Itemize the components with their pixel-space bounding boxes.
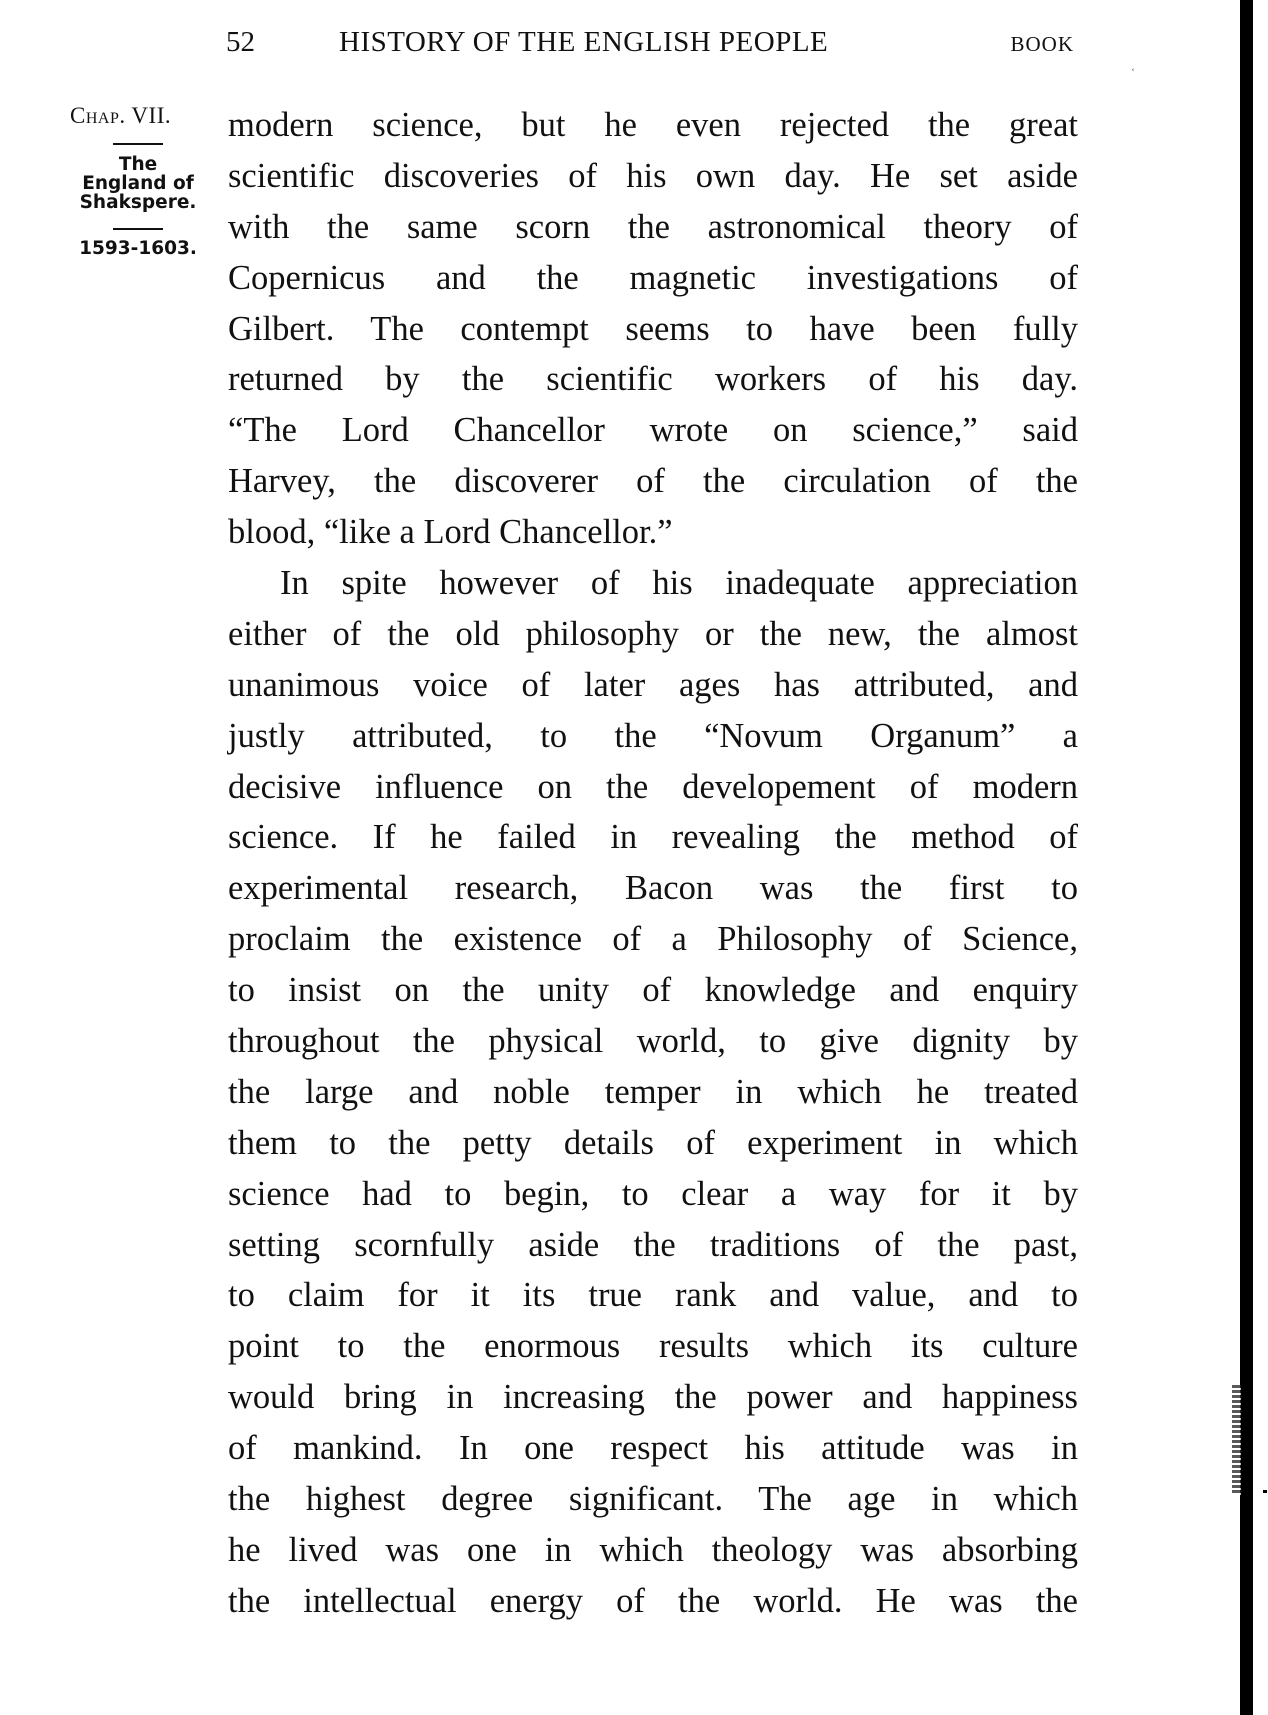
running-head bbox=[226, 26, 1078, 60]
text-line: the large and noble temper in which he treated bbox=[228, 1072, 1078, 1111]
text-line: justly attributed, to the “Novum Organum” a bbox=[228, 716, 1078, 755]
book-label: BOOK bbox=[1010, 32, 1074, 56]
chapter-label: Chap. VII. bbox=[70, 103, 172, 128]
scan-binding-edge bbox=[1240, 0, 1253, 1715]
text-line: science had to begin, to clear a way for it by bbox=[228, 1174, 1078, 1213]
text-line: point to the enormous results which its culture bbox=[228, 1327, 1078, 1366]
text-line: to claim for it its true rank and value, and to bbox=[228, 1276, 1078, 1315]
text-line: scientific discoveries of his own day. He set aside bbox=[228, 156, 1078, 195]
paragraph-start-line: In spite however of his inadequate appreciation bbox=[280, 564, 1078, 603]
scan-speck bbox=[1263, 1490, 1267, 1493]
text-line: them to the petty details of experiment in which bbox=[228, 1123, 1078, 1162]
text-line: “The Lord Chancellor wrote on science,” said bbox=[228, 411, 1078, 450]
text-line: setting scornfully aside the traditions of the past, bbox=[228, 1225, 1078, 1264]
text-line: blood, “like a Lord Chancellor.” bbox=[228, 513, 673, 552]
margin-notes bbox=[68, 104, 208, 259]
text-line: with the same scorn the astronomical theory of bbox=[228, 207, 1078, 246]
margin-rule-top bbox=[113, 143, 163, 145]
date-range: 1593-1603. bbox=[79, 238, 197, 259]
text-line: Copernicus and the magnetic investigations of bbox=[228, 258, 1078, 297]
text-line: science. If he failed in revealing the method of bbox=[228, 818, 1078, 857]
section-heading-line: England of bbox=[82, 173, 194, 194]
text-line: would bring in increasing the power and happiness bbox=[228, 1378, 1078, 1417]
scan-smudge bbox=[1232, 1385, 1241, 1495]
section-heading-line: The bbox=[118, 154, 158, 175]
text-line: decisive influence on the developement of modern bbox=[228, 767, 1078, 806]
page-number: 52 bbox=[226, 26, 255, 58]
text-line: the highest degree significant. The age in which bbox=[228, 1480, 1078, 1519]
stray-scan-mark: ʿ bbox=[1131, 66, 1135, 80]
text-line: either of the old philosophy or the new, the almost bbox=[228, 614, 1078, 653]
text-line: he lived was one in which theology was absorbing bbox=[228, 1530, 1078, 1569]
section-heading bbox=[68, 155, 208, 212]
text-line: Harvey, the discoverer of the circulation of the bbox=[228, 462, 1078, 501]
body-text bbox=[228, 100, 1078, 1627]
section-heading-line: Shakspere. bbox=[79, 192, 197, 213]
text-line: throughout the physical world, to give dignity by bbox=[228, 1022, 1078, 1061]
text-line: experimental research, Bacon was the first to bbox=[228, 869, 1078, 908]
text-line: modern science, but he even rejected the great bbox=[228, 106, 1078, 144]
text-line: proclaim the existence of a Philosophy of Science, bbox=[228, 920, 1078, 959]
margin-rule-bottom bbox=[113, 228, 163, 230]
text-line: to insist on the unity of knowledge and enquiry bbox=[228, 971, 1078, 1010]
text-line: Gilbert. The contempt seems to have been fully bbox=[228, 309, 1078, 348]
text-line: returned by the scientific workers of his day. bbox=[228, 360, 1078, 399]
text-line: of mankind. In one respect his attitude was in bbox=[228, 1429, 1078, 1468]
book-title: HISTORY OF THE ENGLISH PEOPLE bbox=[339, 26, 829, 58]
text-line: unanimous voice of later ages has attributed, and bbox=[228, 665, 1078, 704]
text-line: the intellectual energy of the world. He was the bbox=[228, 1581, 1078, 1620]
